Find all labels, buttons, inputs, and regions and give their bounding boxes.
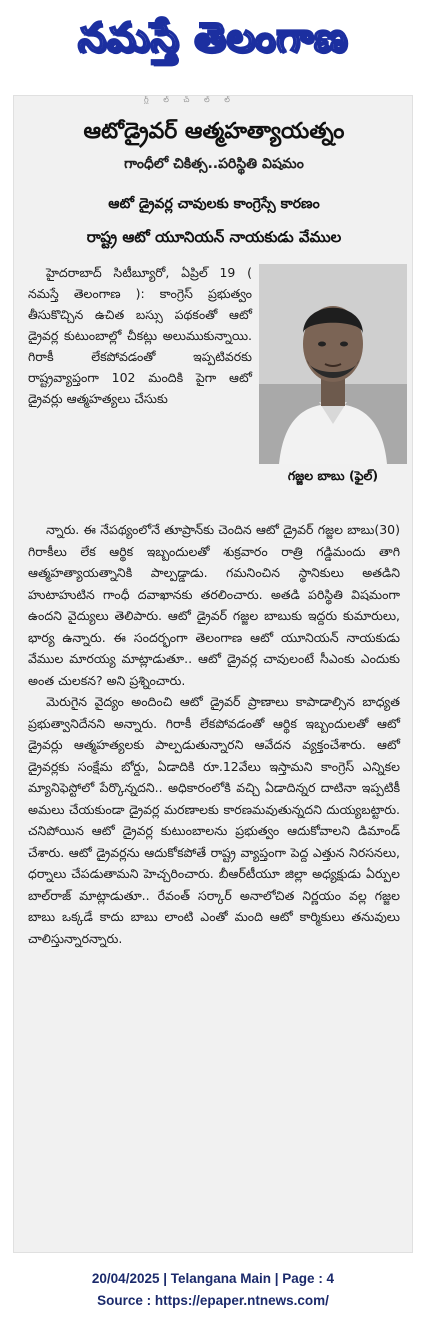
article-intro-column <box>28 262 252 409</box>
news-clipping <box>13 95 413 1253</box>
body-paragraph: న్నారు. ఈ నేపథ్యంలోనే తూప్రాన్‌కు చెందిన ఆటో డ్రైవర్ గజ్జల బాబు(30) గిరాకీలు లేక ఆర్థిక ఇబ్బందులతో శుక్రవారం రాత్రి గడ్డిమందు తాగి ఆత్మహత్యాయత్నానికి పాల్పడ్డాడు. గమనించిన స్థానికులు అతడిని హుటాహుటిన గాంధీ దవాఖానకు తరలించారు. అతడి పరిస్థితి విషమంగా ఉందని వైద్యులు తెలిపారు. ఆటో డ్రైవర్ గజ్జల బాబుకు ఇద్దరు కుమారులు, భార్య ఉన్నారు. ఈ సందర్భంగా తెలంగాణ ఆటో యూనియన్ నాయకుడు వేముల మారయ్య మాట్లాడుతూ.. ఆటో డ్రైవర్ల చావులంటే సీఎంకు ఎందుకు అంత చులకన? అని ప్రశ్నించారు. <box>28 522 400 688</box>
intro-paragraph: హైదరాబాద్ సిటీబ్యూరో, ఏప్రిల్ 19 ( నమస్తే తెలంగాణ ): కాంగ్రెస్ ప్రభుత్వం తీసుకొచ్చిన ఉచిత బస్సు పథకంతో ఆటో డ్రైవర్ల కుటుంబాల్లో చీకట్లు అలుముకున్నాయి. గిరాకీ లేకపోవడంతో ఇప్పటివరకు రాష్ట్రవ్యాప్తంగా 102 మందికి పైగా ఆటో డ్రైవర్లు ఆత్మహత్యలు చేసుకు <box>28 265 252 406</box>
source-footer <box>0 1268 426 1312</box>
date-page-info: 20/04/2025 | Telangana Main | Page : 4 <box>91 1271 335 1286</box>
photo-caption: గజ్జల బాబు (ఫైల్) <box>287 468 379 483</box>
article-body <box>28 519 400 949</box>
masthead-title: నమస్తే తెలంగాణ <box>77 15 349 61</box>
person-illustration <box>259 264 407 464</box>
cut-off-text: గ్ల్ ల్ చ్ ల్ ల్ <box>144 96 236 104</box>
body-paragraph: మెరుగైన వైద్యం అందించి ఆటో డ్రైవర్ ప్రాణాలు కాపాడాల్సిన బాధ్యత ప్రభుత్వానిదేనని అన్నారు. గిరాకీ లేకపోవడంతో ఆర్థిక ఇబ్బందులతో ఆటో డ్రైవర్లు ఆత్మహత్యలకు పాల్పడుతున్నారని ఆవేదన వ్యక్తంచేశారు. ఆటో డ్రైవర్లకు సంక్షేమ బోర్డు, ఏడాదికి రూ.12వేలు ఇస్తామని కాంగ్రెస్ ఎన్నికల మ్యానిఫెస్టోలో పేర్కొన్నదని.. అధికారంలోకి వచ్చి ఏడాదిన్నర దాటినా ఇప్పటికీ అమలు చేయకుండా డ్రైవర్ల మరణాలకు కారణమవుతున్నదని దుయ్యబట్టారు. చనిపోయిన ఆటో డ్రైవర్ల కుటుంబాలను ప్రభుత్వం ఆదుకోవాలని డిమాండ్ చేశారు. ఆటో డ్రైవర్లను ఆదుకోకపోతే రాష్ట్ర వ్యాప్తంగా పెద్ద ఎత్తున నిరసనలు, ధర్నాలు చేపడుతామని హెచ్చరించారు. బీఆర్‌టీయూ జిల్లా అధ్యక్షుడు ఏర్పుల బాల్‌రాజ్ మాట్లాడుతూ.. రేవంత్ సర్కార్ అనాలోచిత నిర్ణయం వల్ల గజ్జల బాబు ఒక్కడే కాదు బాబు లాంటి ఎంతో మంది ఆటో కార్మికులు తనువులు చాలిస్తున్నారన్నారు. <box>28 694 400 946</box>
headline: ఆటోడ్రైవర్ ఆత్మహత్యాయత్నం <box>83 119 345 144</box>
masthead <box>0 0 426 86</box>
kicker-line-2: రాష్ట్ర ఆటో యూనియన్ నాయకుడు వేముల <box>86 228 342 246</box>
subheadline: గాంధీలో చికిత్స..పరిస్థితి విషమం <box>124 156 304 172</box>
source-url[interactable]: Source : https://epaper.ntnews.com/ <box>97 1293 329 1308</box>
kicker-line-1: ఆటో డ్రైవర్ల చావులకు కాంగ్రెస్సే కారణం <box>108 196 320 212</box>
portrait-photo <box>259 264 407 464</box>
photo-block <box>259 264 407 494</box>
